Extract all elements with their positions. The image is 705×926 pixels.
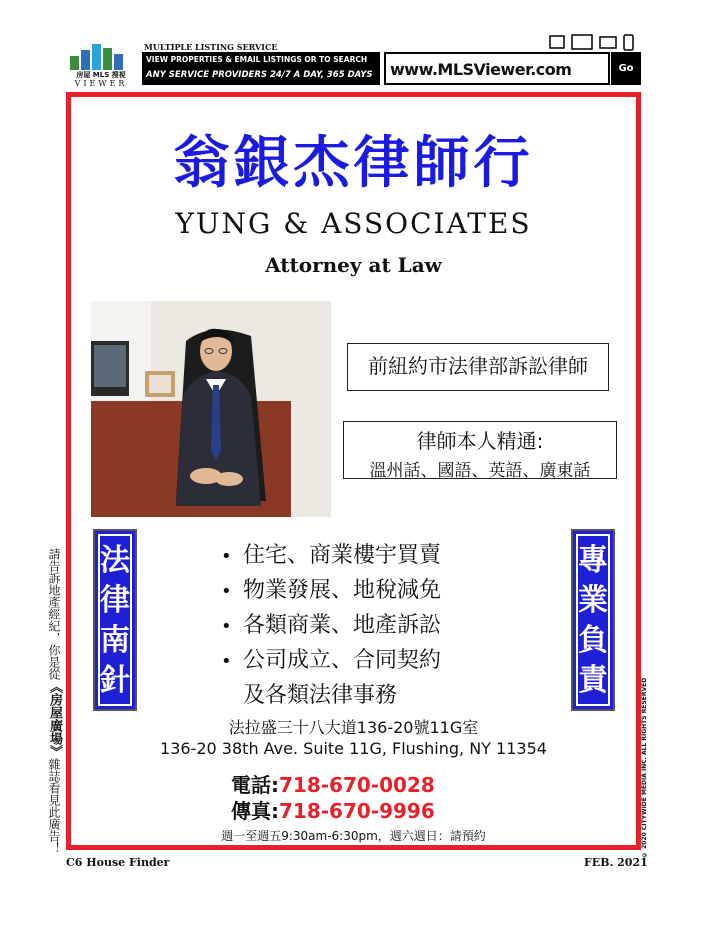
side-note-part-a: 請告訴地產經紀，你是從 <box>47 548 61 680</box>
attorney-photo <box>91 301 331 517</box>
mls-viewer-logo <box>66 42 136 86</box>
side-note-left <box>28 548 62 858</box>
copyright-notice: © 2020 CITYWIDE MEDIA INC. ALL RIGHTS RESERVED <box>641 677 648 858</box>
list-item-continuation: 及各類法律事務 <box>243 683 398 708</box>
legal-guide-text: 法律南針 <box>98 534 132 706</box>
phone-line <box>231 769 435 798</box>
side-note-magazine: 《房屋廣場》 <box>47 680 62 758</box>
side-note-part-c: 雜誌看見此廣告！ <box>47 758 61 854</box>
attorney-at-law-subtitle: Attorney at Law <box>265 253 442 277</box>
building-icon <box>70 42 130 70</box>
address-chinese: 法拉盛三十八大道136-20號11G室 <box>228 718 479 737</box>
address-english: 136-20 38th Ave. Suite 11G, Flushing, NY 11354 <box>160 739 547 758</box>
legal-guide-box <box>93 529 137 711</box>
page-footer-publication: C6 House Finder <box>66 856 170 869</box>
mls-tagline-line1: VIEW PROPERTIES & EMAIL LISTINGS OR TO SEARCH <box>146 55 368 64</box>
languages-list: 溫州話、國語、英語、廣東話 <box>369 461 591 481</box>
list-item: • 物業發展、地稅減免 <box>221 578 442 603</box>
mls-url[interactable]: www.MLSViewer.com <box>390 60 572 79</box>
attorney-portrait-illustration <box>91 301 331 517</box>
list-item: • 公司成立、合同契約 <box>221 648 442 673</box>
go-button[interactable]: Go <box>611 52 641 85</box>
phone-number[interactable]: 718-670-0028 <box>279 773 435 797</box>
list-item: • 各類商業、地產訴訟 <box>221 613 442 638</box>
languages-heading: 律師本人精通: <box>416 429 544 453</box>
page-footer-date: FEB. 2021 <box>584 856 648 869</box>
devices-icon <box>548 34 638 52</box>
professional-box <box>571 529 615 711</box>
fax-number: 718-670-9996 <box>279 799 435 823</box>
mls-url-box[interactable] <box>384 52 610 85</box>
professional-text: 專業負責 <box>576 534 610 706</box>
logo-viewer-text: VIEWER <box>74 79 128 88</box>
office-hours: 週一至週五9:30am-6:30pm，週六週日：請預約 <box>221 829 486 843</box>
logo-text: 房屋 MLS 搜視 <box>76 71 126 79</box>
list-item: • 住宅、商業樓宇買賣 <box>221 543 442 568</box>
languages-box <box>343 421 617 479</box>
mls-tagline-box <box>142 52 380 85</box>
fax-label: 傳真: <box>231 799 279 823</box>
mls-service-title: MULTIPLE LISTING SERVICE <box>144 42 278 52</box>
ad-frame <box>66 92 641 850</box>
phone-label: 電話: <box>231 773 279 797</box>
mls-banner <box>66 40 641 86</box>
firm-name-chinese: 翁銀杰律師行 <box>173 131 534 196</box>
fax-line <box>231 795 435 824</box>
former-nyc-litigator-box: 前紐約市法律部訴訟律師 <box>347 343 609 391</box>
services-list <box>221 539 551 713</box>
firm-name-english: YUNG & ASSOCIATES <box>175 207 532 240</box>
mls-tagline-line2: ANY SERVICE PROVIDERS 24/7 A DAY, 365 DAYS <box>146 70 373 80</box>
